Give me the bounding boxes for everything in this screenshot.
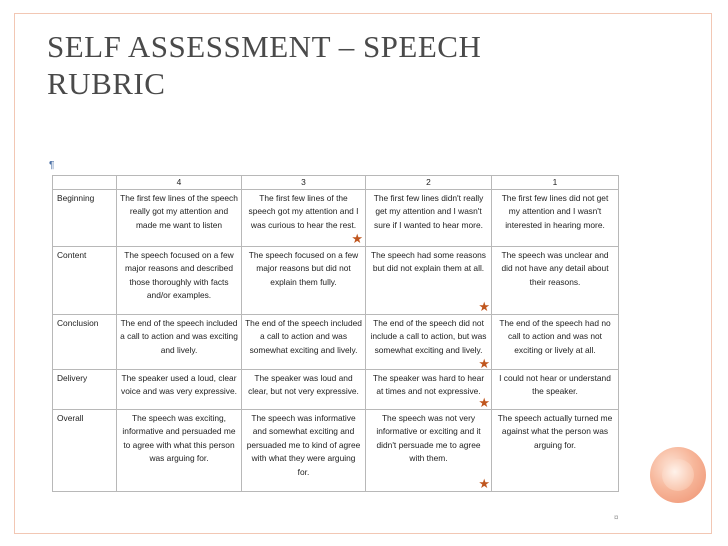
rubric-cell xyxy=(366,315,492,370)
cell-text: The first few lines of the speech got my attention and I was curious to hear the rest. xyxy=(248,193,359,230)
header-cell: 2 xyxy=(366,176,492,190)
row-label: Delivery xyxy=(53,370,117,410)
star-icon: ★ xyxy=(478,299,490,314)
rubric-cell: The speech focused on a few major reasons but did not explain them fully. xyxy=(242,247,366,315)
rubric-cell: The first few lines did not get my attention and I wasn't interested in hearing more. xyxy=(492,190,619,247)
header-cell xyxy=(53,176,117,190)
rubric-cell: The speech was unclear and did not have any detail about their reasons. xyxy=(492,247,619,315)
rubric-cell: The first few lines didn't really get my attention and I wasn't sure if I wanted to hear more. xyxy=(366,190,492,247)
paragraph-mark: ¶ xyxy=(49,160,55,171)
rubric-cell xyxy=(366,370,492,410)
rubric-cell: The end of the speech had no call to action and was not exciting or lively at all. xyxy=(492,315,619,370)
cell-text: The speech had some reasons but did not explain them at all. xyxy=(371,250,486,274)
decorative-orb-inner xyxy=(662,459,694,491)
slide-title: SELF ASSESSMENT – SPEECH RUBRIC xyxy=(47,29,482,101)
end-of-cell-mark: ¤ xyxy=(614,513,619,522)
header-cell: 4 xyxy=(117,176,242,190)
star-icon: ★ xyxy=(351,231,363,246)
rubric-cell: The speech focused on a few major reasons and described those thoroughly with facts and/or examples. xyxy=(117,247,242,315)
star-icon: ★ xyxy=(478,395,490,410)
header-row xyxy=(53,176,619,190)
rubric-row-overall xyxy=(53,410,619,492)
star-icon: ★ xyxy=(478,476,490,491)
rubric-cell: I could not hear or understand the speaker. xyxy=(492,370,619,410)
row-label: Overall xyxy=(53,410,117,492)
row-label: Beginning xyxy=(53,190,117,247)
rubric-cell: The end of the speech included a call to action and was exciting and lively. xyxy=(117,315,242,370)
rubric-cell: The first few lines of the speech really got my attention and made me want to listen xyxy=(117,190,242,247)
header-cell: 3 xyxy=(242,176,366,190)
rubric-row-beginning xyxy=(53,190,619,247)
rubric-cell: The end of the speech included a call to action and was somewhat exciting and lively. xyxy=(242,315,366,370)
decorative-orb xyxy=(650,447,706,503)
row-label: Conclusion xyxy=(53,315,117,370)
rubric-cell: The speaker was loud and clear, but not very expressive. xyxy=(242,370,366,410)
star-icon: ★ xyxy=(478,356,490,371)
cell-text: The end of the speech did not include a call to action, but was somewhat exciting and lively. xyxy=(370,318,487,355)
rubric-cell xyxy=(366,247,492,315)
rubric-cell xyxy=(366,410,492,492)
rubric-row-delivery xyxy=(53,370,619,410)
row-label: Content xyxy=(53,247,117,315)
rubric-row-content xyxy=(53,247,619,315)
rubric-cell: The speech was exciting, informative and persuaded me to agree with what this person was arguing for. xyxy=(117,410,242,492)
rubric-cell xyxy=(242,190,366,247)
rubric-cell: The speaker used a loud, clear voice and was very expressive. xyxy=(117,370,242,410)
rubric-table xyxy=(52,175,619,492)
header-cell: 1 xyxy=(492,176,619,190)
rubric-cell: The speech was informative and somewhat exciting and persuaded me to kind of agree with what they were arguing for. xyxy=(242,410,366,492)
cell-text: The speaker was hard to hear at times and not expressive. xyxy=(372,373,485,397)
rubric-row-conclusion xyxy=(53,315,619,370)
rubric-cell: The speech actually turned me against what the person was arguing for. xyxy=(492,410,619,492)
cell-text: The speech was not very informative or exciting and it didn't persuade me to agree with them. xyxy=(376,413,481,464)
